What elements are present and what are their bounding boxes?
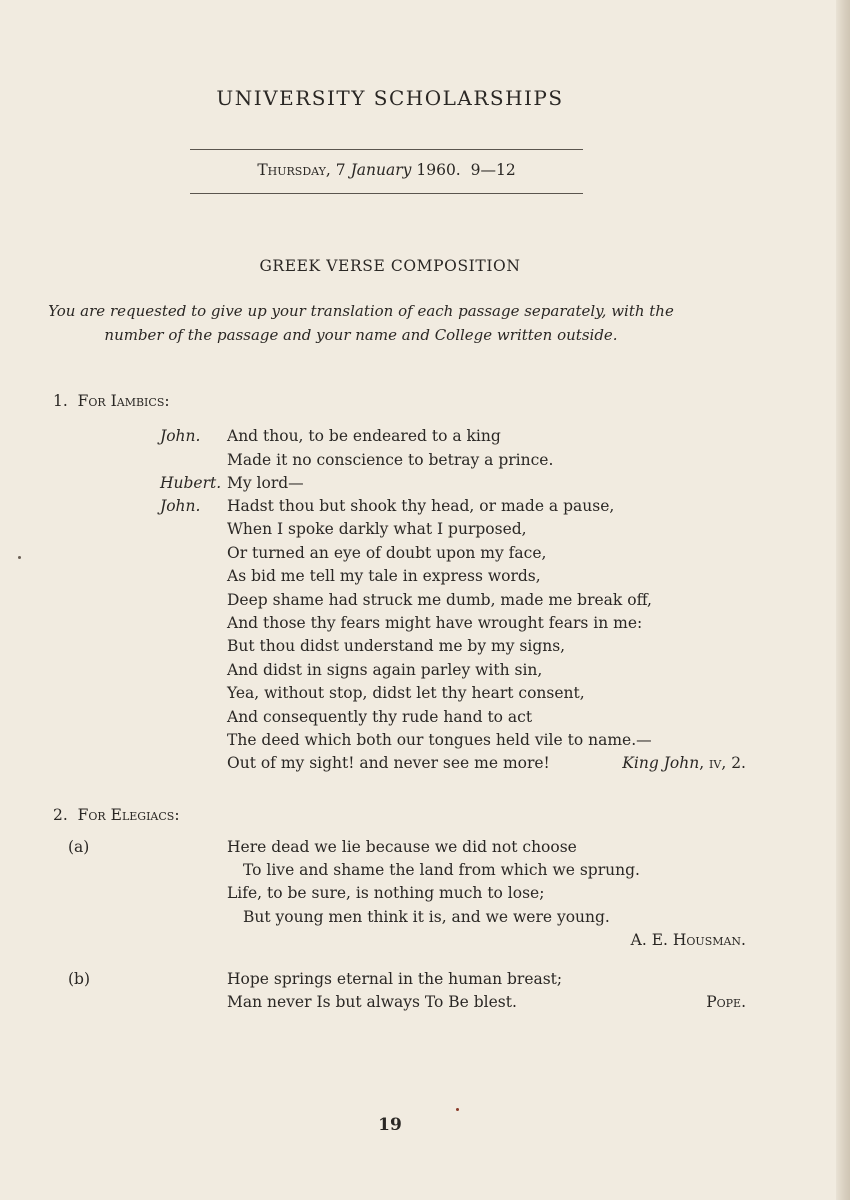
source-scene: , 2. (721, 754, 746, 772)
section-1-heading (53, 392, 170, 410)
date-month: January (350, 161, 412, 179)
passage-a-label: (a) (68, 838, 90, 856)
verse-line: Out of my sight! and never see me more! (227, 754, 550, 772)
bottom-rule (190, 193, 583, 194)
verse-line: Here dead we lie because we did not choose (227, 838, 577, 856)
page-number: 19 (378, 1115, 402, 1135)
verse-line: And didst in signs again parley with sin, (227, 661, 543, 679)
verse-line: Man never Is but always To Be blest. (227, 993, 517, 1011)
instructions-line-2: number of the passage and your name and College written outside. (104, 326, 618, 344)
passage-b-label: (b) (68, 970, 91, 988)
verse-line: Yea, without stop, didst let thy heart consent, (227, 684, 585, 702)
speaker-label: John. (160, 497, 201, 515)
section-2-title: For Elegiacs: (77, 806, 180, 824)
date-day: 7 (335, 161, 346, 179)
date-year: 1960. (416, 161, 461, 179)
verse-line: The deed which both our tongues held vile to name.— (227, 731, 652, 749)
verse-line: Life, to be sure, is nothing much to lose; (227, 884, 545, 902)
verse-line: And consequently thy rude hand to act (227, 708, 533, 726)
verse-line: To live and shame the land from which we sprung. (243, 861, 640, 879)
speaker-label: Hubert. (160, 474, 222, 492)
verse-line: Hope springs eternal in the human breast; (227, 970, 563, 988)
page-edge (836, 0, 850, 1200)
date-weekday: Thursday, (257, 161, 331, 179)
section-1-title: For Iambics: (77, 392, 170, 410)
verse-line: Deep shame had struck me dumb, made me break off, (227, 591, 652, 609)
top-rule (190, 149, 583, 150)
author-housman: A. E. Housman. (630, 931, 746, 949)
verse-line: My lord— (227, 474, 304, 492)
section-1-number: 1. (53, 392, 68, 410)
source-act: iv (709, 754, 722, 772)
source-work: King John (622, 754, 700, 772)
verse-line: Made it no conscience to betray a prince. (227, 451, 554, 469)
verse-line: When I spoke darkly what I purposed, (227, 520, 527, 538)
verse-line: But thou didst understand me by my signs, (227, 637, 566, 655)
verse-line: And those thy fears might have wrought fears in me: (227, 614, 643, 632)
paper-subtitle: GREEK VERSE COMPOSITION (259, 257, 521, 275)
date-time: 9—12 (470, 161, 516, 179)
section-2-number: 2. (53, 806, 68, 824)
verse-line: Hadst thou but shook thy head, or made a pause, (227, 497, 615, 515)
author-pope: Pope. (706, 993, 746, 1011)
instructions-line-1: You are requested to give up your translation of each passage separately, with the (48, 302, 674, 320)
speaker-label: John. (160, 427, 201, 445)
exam-date (190, 161, 583, 179)
source-reference: King John, iv, 2. (622, 754, 746, 772)
verse-line: As bid me tell my tale in express words, (227, 567, 541, 585)
verse-line: And thou, to be endeared to a king (227, 427, 501, 445)
page-title: UNIVERSITY SCHOLARSHIPS (216, 86, 564, 110)
verse-line: But young men think it is, and we were young. (243, 908, 610, 926)
paper-speck (18, 556, 21, 559)
verse-line: Or turned an eye of doubt upon my face, (227, 544, 547, 562)
section-2-heading (53, 806, 180, 824)
paper-speck (456, 1108, 459, 1111)
